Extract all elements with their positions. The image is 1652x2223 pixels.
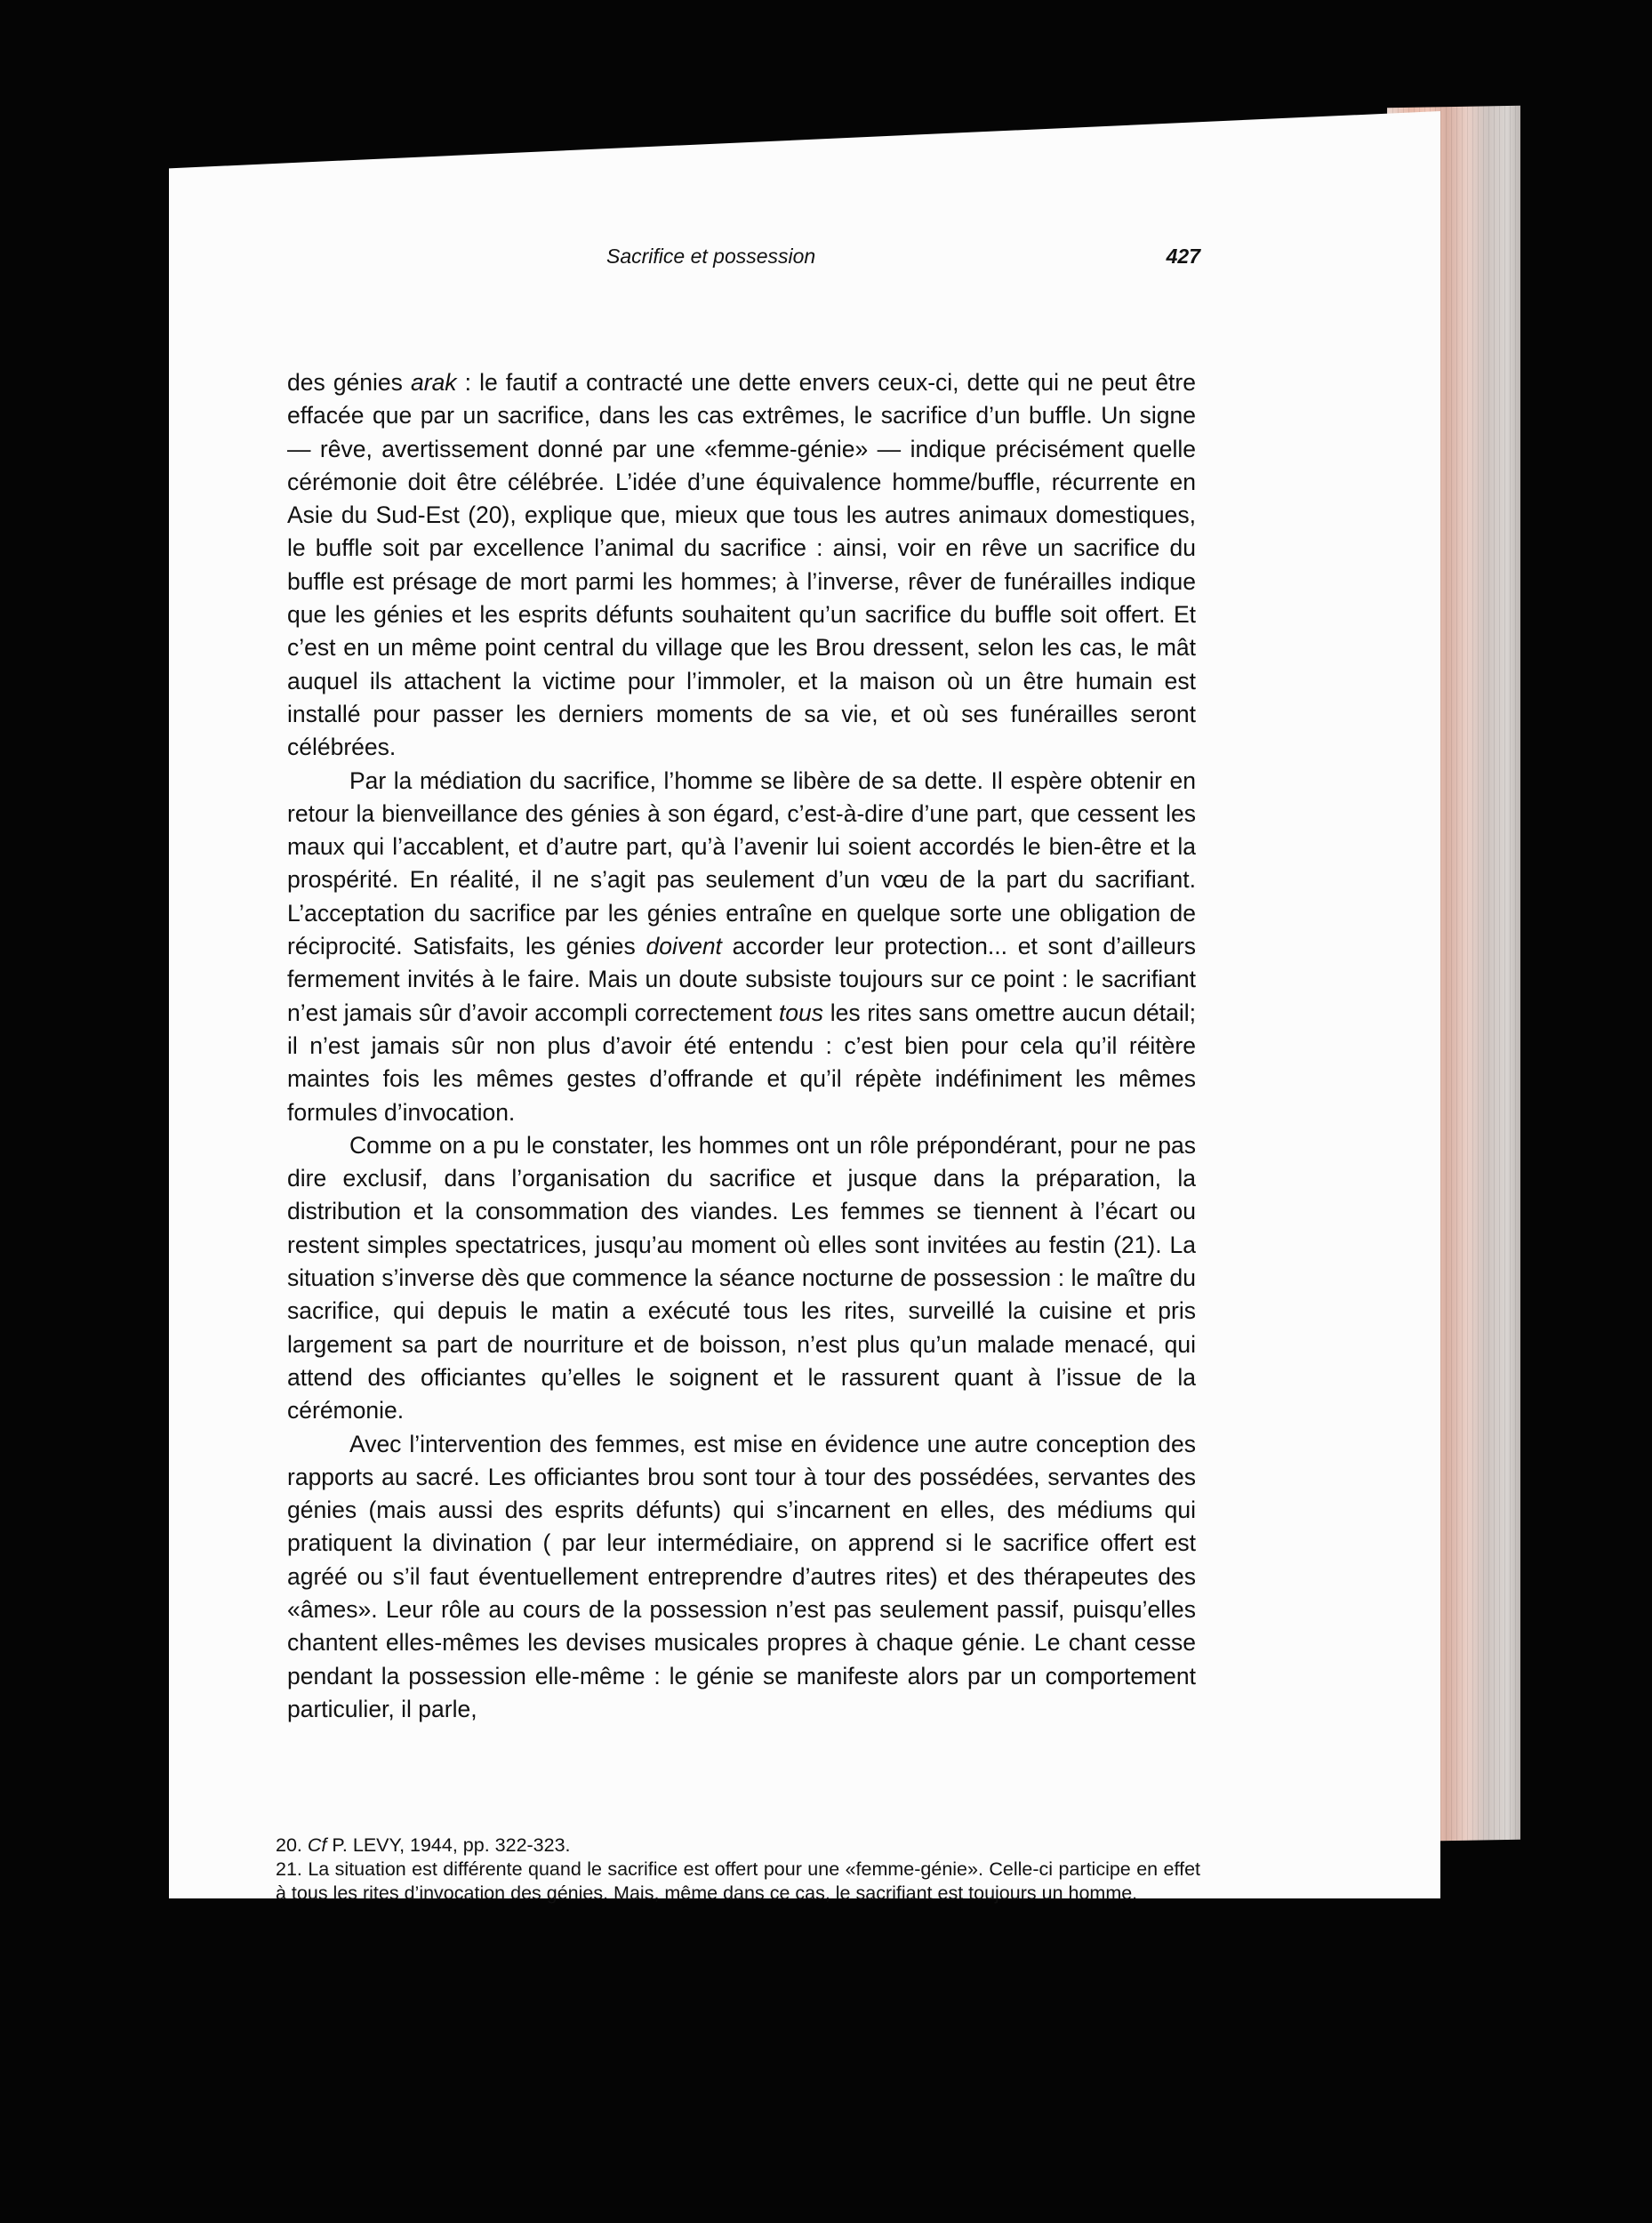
paragraph-4 [287,1428,1196,1727]
paragraph-3 [287,1129,1196,1428]
text-run: 21. La situation est différente quand le sacrifice est offert pour une «femme-génie». Celle-ci participe en effet à tous les rites d’invocation des génies. Mais, même dans ce cas, le sacrifiant est toujours un homme. [276,1858,1200,1904]
italic-text: Cf [307,1834,327,1856]
text-run: : le fautif a contracté une dette envers ceux-ci, dette qui ne peut être effacée que par un sacrifice, dans les cas extrêmes, le sacrifice d’un buffle. Un signe — rêve, avertissement donné par une «femme-génie» — indique précisément quelle cérémonie doit être célébrée. L’idée d’une équivalence homme/buffle, récurrente en Asie du Sud-Est (20), explique que, mieux que tous les autres animaux domestiques, le buffle soit par excellence l’animal du sacrifice : ainsi, voir en rêve un sacrifice du buffle est présage de mort parmi les hommes; à l’inverse, rêver de funérailles indique que les génies et les esprits défunts souhaitent qu’un sacrifice du buffle soit offert. Et c’est en un même point central du village que les Brou dressent, selon les cas, le mât auquel ils attachent la victime pour l’immoler, et la maison où un être humain est installé pour passer les derniers moments de sa vie, et où ses funérailles seront célébrées. [287,369,1196,761]
italic-text: arak [411,369,457,396]
text-run: P. LEVY, 1944, pp. 322-323. [326,1834,571,1856]
text-run: accorder leur protection... et sont d’ailleurs fermement invités à le faire. Mais un doute subsiste toujours sur ce point : le sacrifiant n’est jamais sûr d’avoir accompli correctement [287,933,1196,1026]
text-run: 20. [276,1834,308,1856]
footnote-1 [276,1834,1200,1858]
footnote-2 [276,1858,1200,1906]
italic-text: tous [778,999,824,1026]
running-title: Sacrifice et possession [606,245,816,268]
italic-text: doivent [646,933,722,960]
footnotes [276,1834,1200,1906]
text-run: Par la médiation du sacrifice, l’homme se libère de sa dette. Il espère obtenir en retour la bienveillance des génies à son égard, c’est-à-dire d’une part, que cessent les maux qui l’accablent, et d’autre part, qu’à l’avenir lui soient accordés le bien-être et la prospérité. En réalité, il ne s’agit pas seulement d’un vœu de la part du sacrifiant. L’acceptation du sacrifice par les génies entraîne en quelque sorte une obligation de réciprocité. Satisfaits, les génies [287,766,1196,960]
text-run: des génies [287,369,411,396]
page-header [276,245,1200,280]
text-run: Comme on a pu le constater, les hommes ont un rôle prépondérant, pour ne pas dire exclusif, dans l’organisation du sacrifice et jusque dans la préparation, la distribution et la consommation des viandes. Les femmes se tiennent à l’écart ou restent simples spectatrices, jusqu’au moment où elles sont invitées au festin (21). La situation s’inverse dès que commence la séance nocturne de possession : le maître du sacrifice, qui depuis le matin a exécuté tous les rites, surveillé la cuisine et pris largement sa part de nourriture et de boisson, n’est plus qu’un malade menacé, qui attend des officiantes qu’elles le soignent et le rassurent quant à l’issue de la cérémonie. [287,1131,1196,1424]
paragraph-1 [287,366,1196,765]
body-text [287,366,1196,1726]
paragraph-2 [287,765,1196,1129]
page-number: 427 [1166,245,1200,268]
text-run: les rites sans omettre aucun détail; il n’est jamais sûr non plus d’avoir été entendu : c’est bien pour cela qu’il réitère maintes fois les mêmes gestes d’offrande et qu’il répète indéfiniment les mêmes formules d’invocation. [287,999,1196,1126]
text-run: Avec l’intervention des femmes, est mise en évidence une autre conception des rapports au sacré. Les officiantes brou sont tour à tour des possédées, servantes des génies (mais aussi des esprits défunts) qui s’incarnent en elles, des médiums qui pratiquent la divination ( par leur intermédiaire, on apprend si le sacrifice offert est agréé ou s’il faut éventuellement entreprendre d’autres rites) et des thérapeutes des «âmes». Leur rôle au cours de la possession n’est pas seulement passif, puisqu’elles chantent elles-mêmes les devises musicales propres à chaque génie. Le chant cesse pendant la possession elle-même : le génie se manifeste alors par un comportement particulier, il parle, [287,1430,1196,1722]
